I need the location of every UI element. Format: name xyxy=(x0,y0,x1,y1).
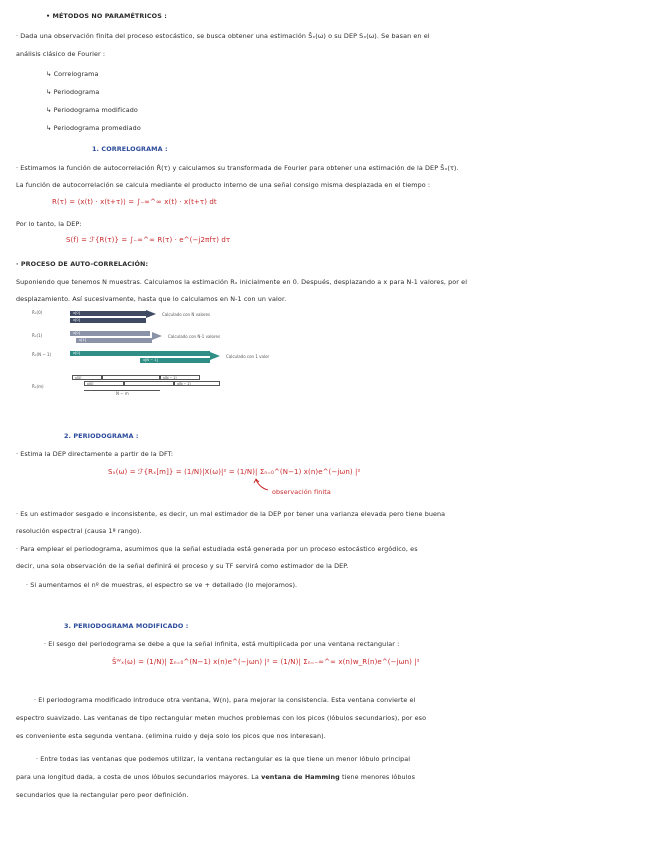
page-heading: • MÉTODOS NO PARAMÉTRICOS : xyxy=(46,12,167,20)
figure-row-label: R̂ₓ(1) xyxy=(32,333,43,338)
cell-label: x[0] xyxy=(73,351,81,355)
figure-caption: Calculado con N valores xyxy=(162,312,211,317)
cell-label: x[0] xyxy=(87,382,94,386)
method-item: ↳ Periodograma xyxy=(46,88,100,96)
s3-paragraph: secundarios que la rectangular pero peor definición. xyxy=(16,791,189,799)
section-3-title: 3. PERIODOGRAMA MODIFICADO : xyxy=(64,622,189,630)
s1-paragraph: Por lo tanto, la DEP: xyxy=(16,220,82,228)
arrow-icon xyxy=(210,352,220,360)
method-item: ↳ Correlograma xyxy=(46,70,99,78)
modified-periodogram-equation: Ŝᵂₓ(ω) = (1/N)| Σₙ₌₀^(N−1) x(n)e^(−jωn) |² = (1/N)| Σₙ₌₋∞^∞ x(n)w_R(n)e^(−jωn) |² xyxy=(112,658,420,666)
signal-cell xyxy=(102,375,160,380)
s3-paragraph: espectro suavizado. Las ventanas de tipo rectangular meten muchos problemas con los picos (lóbulos secundarios), por eso xyxy=(16,714,427,722)
signal-cell xyxy=(174,381,220,386)
method-item: ↳ Periodograma promediado xyxy=(46,124,141,132)
dep-equation: S(f) = ℱ{R(τ)} = ∫₋∞^∞ R(τ) · e^(−j2πfτ) dτ xyxy=(66,236,231,244)
text-span: para una longitud dada, a costa de unos lóbulos secundarios mayores. La xyxy=(16,773,259,781)
data-bar xyxy=(70,351,210,356)
data-bar xyxy=(70,331,150,336)
cell-label: x[N − 1] xyxy=(177,382,191,386)
s1-paragraph: desplazamiento. Así sucesivamente, hasta que lo calculamos en N-1 con un valor. xyxy=(16,295,287,303)
cell-label: x[N − 1] xyxy=(163,376,177,380)
s3-paragraph: es conveniente esta segunda ventana. (elimina ruido y deja solo los picos que nos interesan). xyxy=(16,732,326,740)
figure-caption: Calculado con 1 valor xyxy=(226,354,270,359)
finite-observation-note: observación finita xyxy=(272,488,331,496)
autocorrelation-equation: R(τ) = ⟨x(t) · x(t+τ)⟩ = ∫₋∞^∞ x(t) · x(t+τ) dt xyxy=(52,198,217,206)
s2-paragraph: resolución espectral (causa 1ª rango). xyxy=(16,527,142,535)
s3-paragraph: · El periodograma modificado introduce otra ventana, W(n), para mejorar la consistencia. Esta ventana convierte el xyxy=(34,696,416,704)
cell-label: x[0] xyxy=(73,331,81,335)
method-item: ↳ Periodograma modificado xyxy=(46,106,138,114)
s2-paragraph: · Si aumentamos el nº de muestras, el espectro se ve + detallado (lo mejoramos). xyxy=(26,581,298,589)
autocorrelation-subheading: · PROCESO DE AUTO-CORRELACIÓN: xyxy=(16,260,149,268)
arrow-icon xyxy=(146,310,156,318)
s1-paragraph: · Estimamos la función de autocorrelación R̂(τ) y calculamos su transformada de Fourier para obtener una estimación de la DEP Ŝₓ(τ). xyxy=(16,164,459,172)
method-label: Correlograma xyxy=(53,70,99,78)
data-bar xyxy=(76,338,152,343)
arrow-icon xyxy=(152,332,162,340)
signal-cell xyxy=(124,381,174,386)
s3-paragraph: · El sesgo del periodograma se debe a que la señal infinita, está multiplicada por una ventana rectangular : xyxy=(44,640,400,648)
s2-paragraph: · Es un estimador sesgado e inconsistente, es decir, un mal estimador de la DEP por tener una varianza elevada pero tiene buena xyxy=(16,510,446,518)
cell-label: x[0] xyxy=(73,318,81,322)
s2-paragraph: · Para emplear el periodograma, asumimos que la señal estudiada está generada por un proceso estocástico ergódico, es xyxy=(16,545,418,553)
periodogram-equation: Sₓ(ω) = ℱ{Rₓ[m]} = (1/N)|X(ω)|² = (1/N)| Σₙ₌₀^(N−1) x(n)e^(−jωn) |² xyxy=(108,468,361,476)
method-label: Periodograma xyxy=(53,88,100,96)
figure-row-label: R̂ₓ(N − 1) xyxy=(32,352,52,357)
section-1-title: 1. CORRELOGRAMA : xyxy=(92,145,168,153)
cell-label: x[N − 1] xyxy=(143,358,158,362)
section-2-title: 2. PERIODOGRAMA : xyxy=(64,432,139,440)
s2-paragraph: · Estima la DEP directamente a partir de la DFT: xyxy=(16,450,174,458)
s3-paragraph xyxy=(16,773,415,781)
figure-row-label: R̂ₓ(m) xyxy=(32,384,44,389)
s1-paragraph: Suponiendo que tenemos N muestras. Calculamos la estimación Rₓ inicialmente en 0. Después, desplazando a x para N-1 valores, por el xyxy=(16,278,468,286)
signal-cell xyxy=(84,381,124,386)
hamming-window-highlight: ventana de Hamming xyxy=(261,773,340,781)
intro-line-1: · Dada una observación finita del proceso estocástico, se busca obtener una estimación Ŝₓ(ω) o su DEP Sₓ(ω). Se basan en el xyxy=(16,32,430,40)
annotation-arrow-icon xyxy=(252,478,272,492)
s1-paragraph: La función de autocorrelación se calcula mediante el producto interno de una señal consigo misma desplazada en el tiempo : xyxy=(16,181,431,189)
figure-caption: Calculado con N-1 valores xyxy=(168,334,221,339)
signal-cell xyxy=(72,375,102,380)
text-span: tiene menores lóbulos xyxy=(341,773,415,781)
s2-paragraph: decir, una sola observación de la señal definirá el proceso y su TF servirá como estimador de la DEP. xyxy=(16,562,349,570)
span-label: N − m xyxy=(116,391,129,396)
data-bar xyxy=(140,358,210,363)
method-label: Periodograma promediado xyxy=(53,124,141,132)
intro-line-2: análisis clásico de Fourier : xyxy=(16,50,106,58)
data-bar xyxy=(70,318,146,323)
cell-label: x[0] xyxy=(73,311,81,315)
s3-paragraph: · Entre todas las ventanas que podemos utilizar, la ventana rectangular es la que tiene un menor lóbulo principal xyxy=(36,755,411,763)
data-bar xyxy=(70,311,146,316)
cell-label: x[0] xyxy=(75,376,82,380)
signal-cell xyxy=(160,375,200,380)
figure-row-label: R̂ₓ(0) xyxy=(32,310,43,315)
cell-label: x[1] xyxy=(79,338,87,342)
method-label: Periodograma modificado xyxy=(53,106,138,114)
